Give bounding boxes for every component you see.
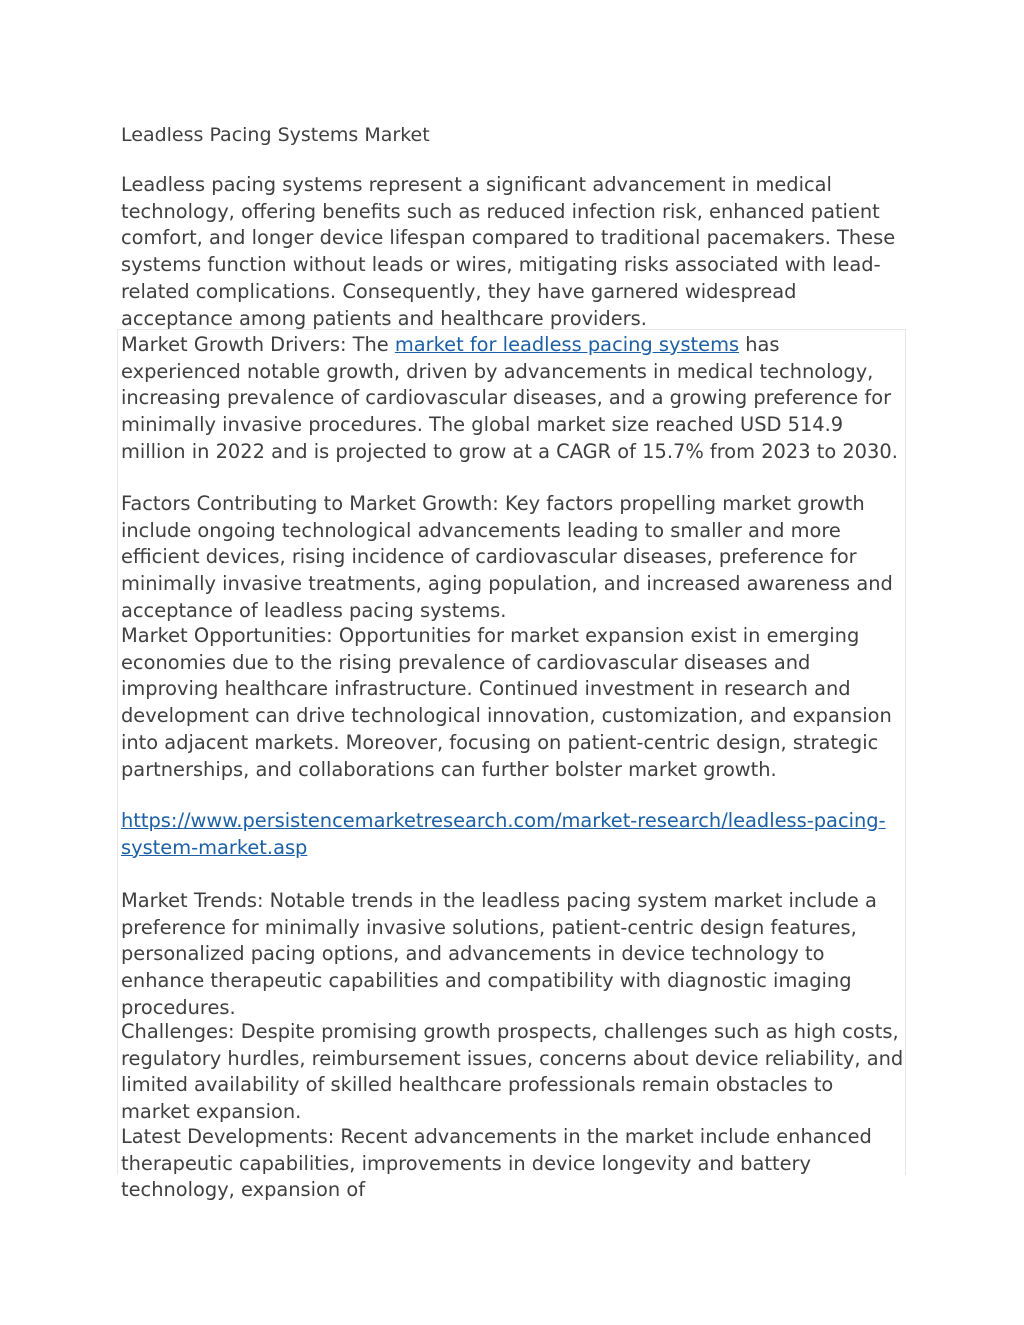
latest-developments-paragraph: Latest Developments: Recent advancements in the market include enhanced therapeutic capabilities, improvements in device longevity and battery technology, expansion of (121, 1125, 872, 1202)
challenges-paragraph: Challenges: Despite promising growth prospects, challenges such as high costs, regulatory hurdles, reimbursement issues, concerns about device reliability, and limited availability of skilled healthcare professionals remain obstacles to market expansion. (121, 1020, 904, 1124)
market-link[interactable]: market for leadless pacing systems (394, 333, 740, 356)
document-title: Leadless Pacing Systems Market (121, 124, 430, 146)
growth-drivers-paragraph (121, 332, 905, 466)
trends-paragraph: Market Trends: Notable trends in the leadless pacing system market include a preference for minimally invasive solutions, patient-centric design features, personalized pacing options, and advancements in device technology to enhance therapeutic capabilities and compatibility with diagnostic imaging procedures. (121, 889, 877, 1019)
growth-drivers-prefix: Market Growth Drivers: The (121, 333, 395, 356)
factors-paragraph: Factors Contributing to Market Growth: Key factors propelling market growth include ongoing technological advancements leading to smaller and more efficient devices, rising incidence of cardiovascular diseases, preference for minimally invasive treatments, aging population, and increased awareness and acceptance of leadless pacing systems. (121, 492, 893, 622)
source-url-link[interactable]: https://www.persistencemarketresearch.com/market-research/leadless-pacing-system-market.asp (121, 809, 886, 859)
content-frame (117, 329, 906, 1202)
opportunities-paragraph: Market Opportunities: Opportunities for market expansion exist in emerging economies due to the rising prevalence of cardiovascular diseases and improving healthcare infrastructure. Continued investment in research and development can drive technological innovation, customization, and expansion into adjacent markets. Moreover, focusing on patient-centric design, strategic partnerships, and collaborations can further bolster market growth. (121, 624, 892, 781)
intro-paragraph: Leadless pacing systems represent a significant advancement in medical technology, offering benefits such as reduced infection risk, enhanced patient comfort, and longer device lifespan compared to traditional pacemakers. These systems function without leads or wires, mitigating risks associated with lead-related complications. Consequently, they have garnered widespread acceptance among patients and healthcare providers. (121, 173, 896, 330)
growth-drivers-suffix: has experienced notable growth, driven by advancements in medical technology, increasing prevalence of cardiovascular diseases, and a growing preference for minimally invasive procedures. The global market size reached USD 514.9 million in 2022 and is projected to grow at a CAGR of 15.7% from 2023 to 2030. (121, 333, 898, 463)
source-url-paragraph (121, 808, 905, 861)
